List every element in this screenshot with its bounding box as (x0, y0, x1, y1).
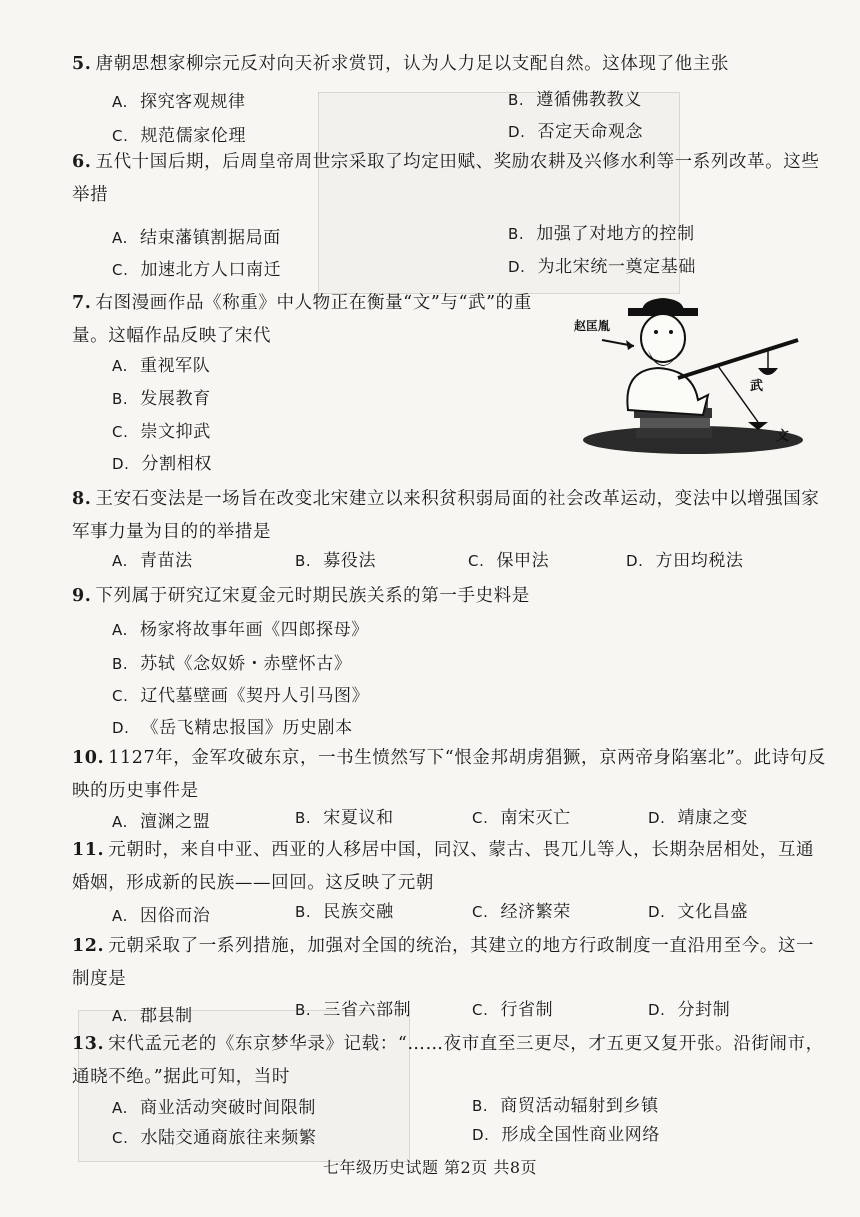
q10-option-d[interactable]: D. 靖康之变 (648, 808, 748, 828)
q12-option-c[interactable]: C. 行省制 (472, 1000, 554, 1020)
q8-option-b[interactable]: B. 募役法 (295, 551, 377, 571)
q11-option-d[interactable]: D. 文化昌盛 (648, 902, 748, 922)
q11-option-b[interactable]: B. 民族交融 (295, 902, 394, 922)
question-8-stem: 8. 王安石变法是一场旨在改变北宋建立以来积贫积弱局面的社会改革运动，变法中以增强国家军事力量为目的的举措是 (72, 489, 820, 542)
q12-option-a[interactable]: A. 郡县制 (112, 1006, 193, 1026)
q12-option-d[interactable]: D. 分封制 (648, 1000, 731, 1020)
q5-option-a[interactable]: A. 探究客观规律 (112, 92, 246, 112)
q6-option-d[interactable]: D. 为北宋统一奠定基础 (508, 257, 696, 277)
question-6-stem: 6. 五代十国后期，后周皇帝周世宗采取了均定田赋、奖励农耕及兴修水利等一系列改革。这些举措 (72, 152, 820, 205)
q6-option-b[interactable]: B. 加强了对地方的控制 (508, 224, 695, 244)
q8-option-d[interactable]: D. 方田均税法 (626, 551, 744, 571)
label-person: 赵匡胤 (574, 319, 611, 333)
weighing-cartoon (568, 290, 808, 460)
q13-option-a[interactable]: A. 商业活动突破时间限制 (112, 1098, 316, 1118)
q5-option-b[interactable]: B. 遵循佛教教义 (508, 90, 642, 110)
q11-option-c[interactable]: C. 经济繁荣 (472, 902, 571, 922)
q8-option-a[interactable]: A. 青苗法 (112, 551, 193, 571)
q10-option-a[interactable]: A. 澶渊之盟 (112, 812, 211, 832)
q7-option-a[interactable]: A. 重视军队 (112, 356, 211, 376)
arrow-to-figure (602, 340, 634, 350)
page-footer: 七年级历史试题 第2页 共8页 (322, 1158, 538, 1177)
q9-option-a[interactable]: A. 杨家将故事年画《四郎探母》 (112, 620, 369, 640)
q9-option-b[interactable]: B. 苏轼《念奴娇・赤壁怀古》 (112, 654, 352, 674)
scholar-figure (627, 298, 708, 415)
question-13-stem: 13. 宋代孟元老的《东京梦华录》记载：“……夜市直至三更尽，才五更又复开张。沿街闹市，通晓不绝。”据此可知，当时 (72, 1034, 824, 1087)
label-wen: 文 (776, 429, 790, 444)
q11-option-a[interactable]: A. 因俗而治 (112, 906, 211, 926)
question-10-stem: 10. 1127年，金军攻破东京，一书生愤然写下“恨金邦胡虏猖獗，京两帝身陷塞北”。此诗句反映的历史事件是 (72, 748, 826, 801)
q9-option-c[interactable]: C. 辽代墓壁画《契丹人引马图》 (112, 686, 370, 706)
question-7-stem: 7. 右图漫画作品《称重》中人物正在衡量“文”与“武”的重量。这幅作品反映了宋代 (72, 293, 532, 346)
question-11-stem: 11. 元朝时，来自中亚、西亚的人移居中国，同汉、蒙古、畏兀儿等人，长期杂居相处，互通婚姻，形成新的民族——回回。这反映了元朝 (72, 840, 815, 893)
question-5-stem: 5. 唐朝思想家柳宗元反对向天祈求赏罚，认为人力足以支配自然。这体现了他主张 (72, 54, 729, 74)
q5-option-c[interactable]: C. 规范儒家伦理 (112, 126, 247, 146)
q8-option-c[interactable]: C. 保甲法 (468, 551, 550, 571)
q6-option-c[interactable]: C. 加速北方人口南迁 (112, 260, 282, 280)
question-9-stem: 9. 下列属于研究辽宋夏金元时期民族关系的第一手史料是 (72, 586, 530, 606)
q13-option-d[interactable]: D. 形成全国性商业网络 (472, 1125, 660, 1145)
q7-option-c[interactable]: C. 崇文抑武 (112, 422, 211, 442)
q9-option-d[interactable]: D. 《岳飞精忠报国》历史剧本 (112, 718, 353, 738)
q10-option-b[interactable]: B. 宋夏议和 (295, 808, 394, 828)
q5-option-d[interactable]: D. 否定天命观念 (508, 122, 644, 142)
q13-option-b[interactable]: B. 商贸活动辐射到乡镇 (472, 1096, 659, 1116)
label-wu: 武 (750, 379, 764, 394)
q7-option-d[interactable]: D. 分割相权 (112, 454, 212, 474)
q7-option-b[interactable]: B. 发展教育 (112, 389, 211, 409)
question-12-stem: 12. 元朝采取了一系列措施，加强对全国的统治，其建立的地方行政制度一直沿用至今。这一制度是 (72, 936, 815, 989)
q12-option-b[interactable]: B. 三省六部制 (295, 1000, 412, 1020)
q6-option-a[interactable]: A. 结束藩镇割据局面 (112, 228, 281, 248)
q13-option-c[interactable]: C. 水陆交通商旅往来频繁 (112, 1128, 317, 1148)
q10-option-c[interactable]: C. 南宋灭亡 (472, 808, 571, 828)
